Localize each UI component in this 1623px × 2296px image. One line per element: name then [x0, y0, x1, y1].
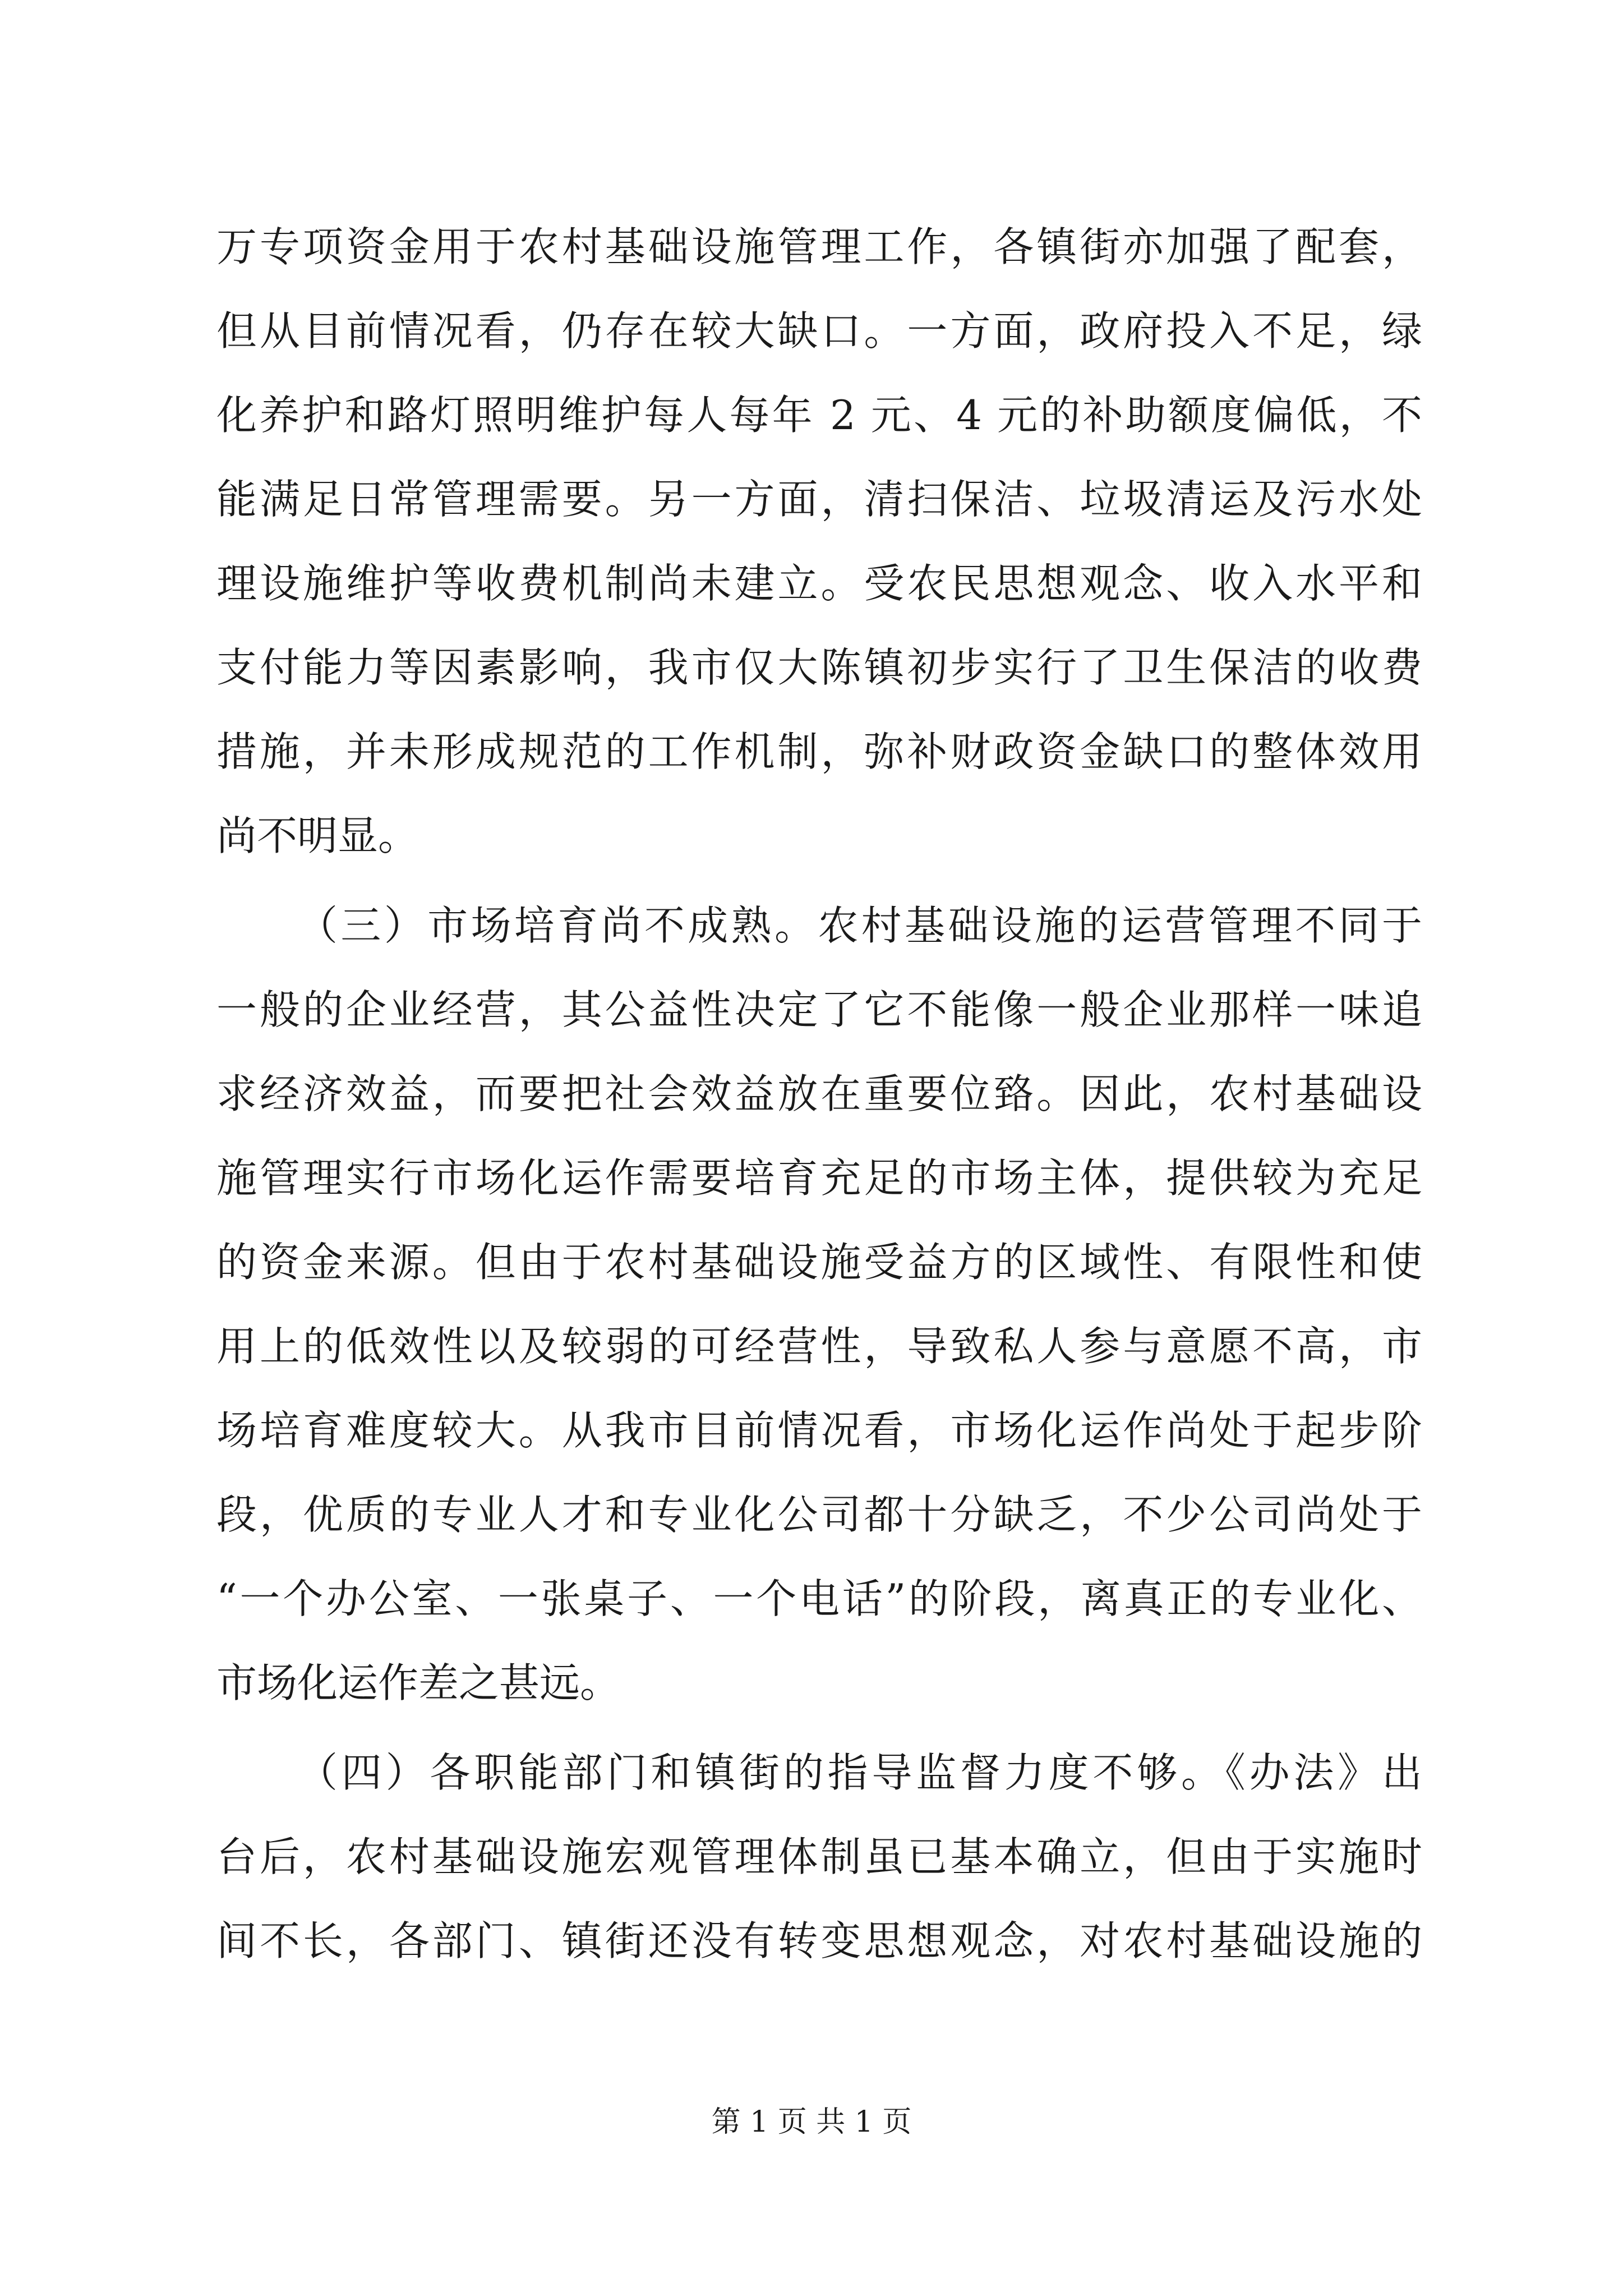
text-line-10: 一般的企业经营，其公益性决定了它不能像一般企业那样一味追: [216, 986, 1422, 1033]
text-line-14: 用上的低效性以及较弱的可经营性，导致私人参与意愿不高，市: [216, 1323, 1422, 1370]
text-line-17: “一个办公室、一张桌子、一个电话”的阶段，离真正的专业化、: [216, 1575, 1422, 1622]
text-line-5: 理设施维护等收费机制尚未建立。受农民思想观念、收入水平和: [216, 560, 1422, 607]
text-line-20: 台后，农村基础设施宏观管理体制虽已基本确立，但由于实施时: [216, 1833, 1422, 1880]
text-line-8: 尚不明显。: [216, 812, 419, 859]
text-line-15: 场培育难度较大。从我市目前情况看，市场化运作尚处于起步阶: [216, 1407, 1422, 1454]
text-line-3: 化养护和路灯照明维护每人每年 2 元、4 元的补助额度偏低，不: [216, 392, 1422, 439]
text-line-1: 万专项资金用于农村基础设施管理工作，各镇街亦加强了配套，: [216, 223, 1422, 270]
text-line-18: 市场化运作差之甚远。: [216, 1659, 621, 1706]
text-line-16: 段，优质的专业人才和专业化公司都十分缺乏，不少公司尚处于: [216, 1491, 1422, 1538]
section-four-heading-line: （四）各职能部门和镇街的指导监督力度不够。《办法》出: [297, 1749, 1422, 1796]
section-three-heading-line: （三）市场培育尚不成熟。农村基础设施的运营管理不同于: [297, 902, 1422, 949]
text-line-13: 的资金来源。但由于农村基础设施受益方的区域性、有限性和使: [216, 1239, 1422, 1286]
text-line-7: 措施，并未形成规范的工作机制，弥补财政资金缺口的整体效用: [216, 728, 1422, 775]
text-line-6: 支付能力等因素影响，我市仅大陈镇初步实行了卫生保洁的收费: [216, 644, 1422, 691]
text-line-4: 能满足日常管理需要。另一方面，清扫保洁、垃圾清运及污水处: [216, 476, 1422, 523]
text-line-12: 施管理实行市场化运作需要培育充足的市场主体，提供较为充足: [216, 1154, 1422, 1202]
text-line-11: 求经济效益，而要把社会效益放在重要位臵。因此，农村基础设: [216, 1070, 1422, 1117]
text-line-2: 但从目前情况看，仍存在较大缺口。一方面，政府投入不足，绿: [216, 307, 1422, 355]
page-footer: 第 1 页 共 1 页: [711, 2105, 912, 2139]
text-line-21: 间不长，各部门、镇街还没有转变思想观念，对农村基础设施的: [216, 1917, 1422, 1964]
